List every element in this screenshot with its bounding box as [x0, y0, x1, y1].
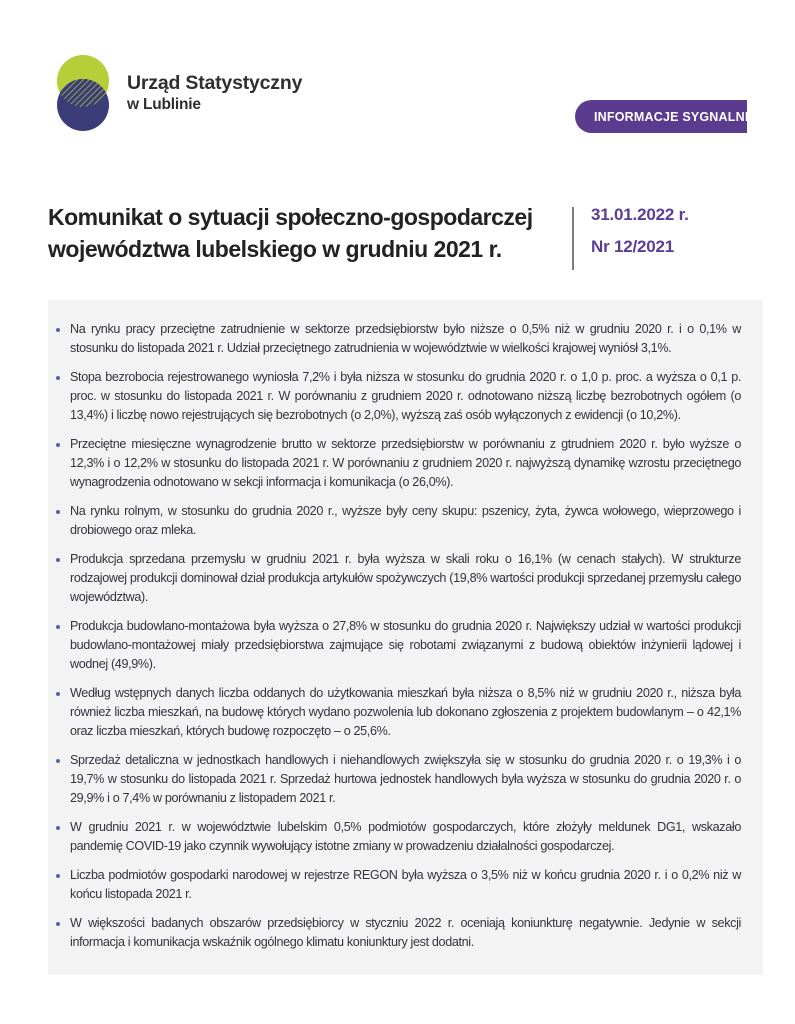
summary-list [70, 320, 741, 952]
bullet-text: Stopa bezrobocia rejestrowanego wyniosła 7,2% i była niższa w stosunku do grudnia 2020 r. o 1,0 p. proc. a wyższa o 0,1 p. proc. w stosunku do listopada 2021 r. W porównaniu z grudniem 2020 r. odnotowano niższą liczbę bezrobotnych ogółem (o 13,4%) i liczbę nowo rejestrujących się bezrobotnych (o 2,0%), wyższą zaś osób wyłączonych z ewidencji (o 10,2%). [70, 370, 741, 422]
list-item [70, 866, 741, 904]
overlapping-circles-icon [55, 54, 111, 132]
bullet-text: Produkcja sprzedana przemysłu w grudniu 2021 r. była wyższa w skali roku o 16,1% (w cenach stałych). W strukturze rodzajowej produkcji dominował dział produkcja artykułów spożywczych (19,8% wartości produkcji sprzedanej przemysłu całego województwa). [70, 552, 741, 604]
org-location: w Lublinie [127, 96, 201, 114]
publication-meta [591, 205, 689, 257]
org-name: Urząd Statystyczny [127, 71, 303, 94]
bullet-text: Na rynku pracy przeciętne zatrudnienie w sektorze przedsiębiorstw było niższe o 0,5% niż w grudniu 2020 r. i o 0,1% w stosunku do listopada 2021 r. Udział przeciętnego zatrudnienia w województwie w wielkości krajowej wyniósł 3,1%. [70, 322, 741, 355]
list-item [70, 550, 741, 607]
bullet-text: W większości badanych obszarów przedsiębiorcy w styczniu 2022 r. oceniają koniunkturę negatywnie. Jedynie w sekcji informacja i komunikacja wskaźnik ogólnego klimatu koniunktury jest dodatni. [70, 916, 741, 949]
summary-box [48, 300, 763, 975]
bullet-text: Przeciętne miesięczne wynagrodzenie brutto w sektorze przedsiębiorstw w porównaniu z gtrudniem 2020 r. było wyższe o 12,3% i o 12,2% w stosunku do listopada 2021 r. W porównaniu z grudniem 2020 r. najwyższą dynamikę wzrostu przeciętnego wynagrodzenia odnotowano w sekcji informacja i komunikacja (o 26,0%). [70, 437, 741, 489]
list-item [70, 368, 741, 425]
bullet-dot-icon [56, 443, 60, 447]
bullet-dot-icon [56, 759, 60, 763]
bullet-text: Sprzedaż detaliczna w jednostkach handlowych i niehandlowych zwiększyła się w stosunku do grudnia 2020 r. o 19,3% i o 19,7% w stosunku do listopada 2021 r. Sprzedaż hurtowa jednostek handlowych była wyższa w stosunku do grudnia 2020 r. o 29,9% i o 7,4% w porównaniu z listopadem 2021 r. [70, 753, 741, 805]
bullet-text: Według wstępnych danych liczba oddanych do użytkowania mieszkań była niższa o 8,5% niż w grudniu 2020 r., niższa była również liczba mieszkań, na budowę których wydano pozwolenia lub dokonano zgłoszenia z projektem budowlanym – o 42,1% oraz liczba mieszkań, których budowę rozpoczęto – o 25,6%. [70, 686, 741, 738]
bullet-dot-icon [56, 874, 60, 878]
statistical-office-logo [55, 54, 302, 132]
list-item [70, 320, 741, 358]
bullet-dot-icon [56, 510, 60, 514]
issue-number: Nr 12/2021 [591, 237, 675, 256]
list-item [70, 914, 741, 952]
list-item [70, 818, 741, 856]
bullet-dot-icon [56, 625, 60, 629]
bullet-text: Produkcja budowlano-montażowa była wyższa o 27,8% w stosunku do grudnia 2020 r. Największy udział w wartości produkcji budowlano-montażowej miały przedsiębiorstwa zajmujące się robotami związanymi z budową obiektów inżynierii lądowej i wodnej (49,9%). [70, 619, 741, 671]
bullet-dot-icon [56, 826, 60, 830]
bullet-text: W grudniu 2021 r. w województwie lubelskim 0,5% podmiotów gospodarczych, które złożyły meldunek DG1, wskazało pandemię COVID-19 jako czynnik wywołujący istotne zmiany w prowadzeniu działalności gospodarczej. [70, 820, 741, 853]
list-item [70, 435, 741, 492]
bullet-dot-icon [56, 922, 60, 926]
bullet-dot-icon [56, 328, 60, 332]
list-item [70, 684, 741, 741]
informacje-sygnalne-badge [575, 100, 754, 133]
publication-date: 31.01.2022 r. [591, 205, 689, 224]
bullet-text: Liczba podmiotów gospodarki narodowej w rejestrze REGON była wyższa o 3,5% niż w końcu grudnia 2020 r. i o 0,2% niż w końcu listopada 2021 r. [70, 868, 741, 901]
list-item [70, 502, 741, 540]
bullet-text: Na rynku rolnym, w stosunku do grudnia 2020 r., wyższe były ceny skupu: pszenicy, żyta, żywca wołowego, wieprzowego i drobiowego oraz mleka. [70, 504, 741, 537]
bullet-dot-icon [56, 558, 60, 562]
list-item [70, 751, 741, 808]
list-item [70, 617, 741, 674]
page-title-line1: Komunikat o sytuacji społeczno-gospodarczej [48, 204, 533, 230]
badge-label: INFORMACJE SYGNALNE [594, 109, 754, 124]
title-divider [572, 207, 574, 270]
bullet-dot-icon [56, 376, 60, 380]
bullet-dot-icon [56, 692, 60, 696]
page-title [48, 202, 563, 265]
page-title-line2: województwa lubelskiego w grudniu 2021 r. [48, 235, 502, 262]
